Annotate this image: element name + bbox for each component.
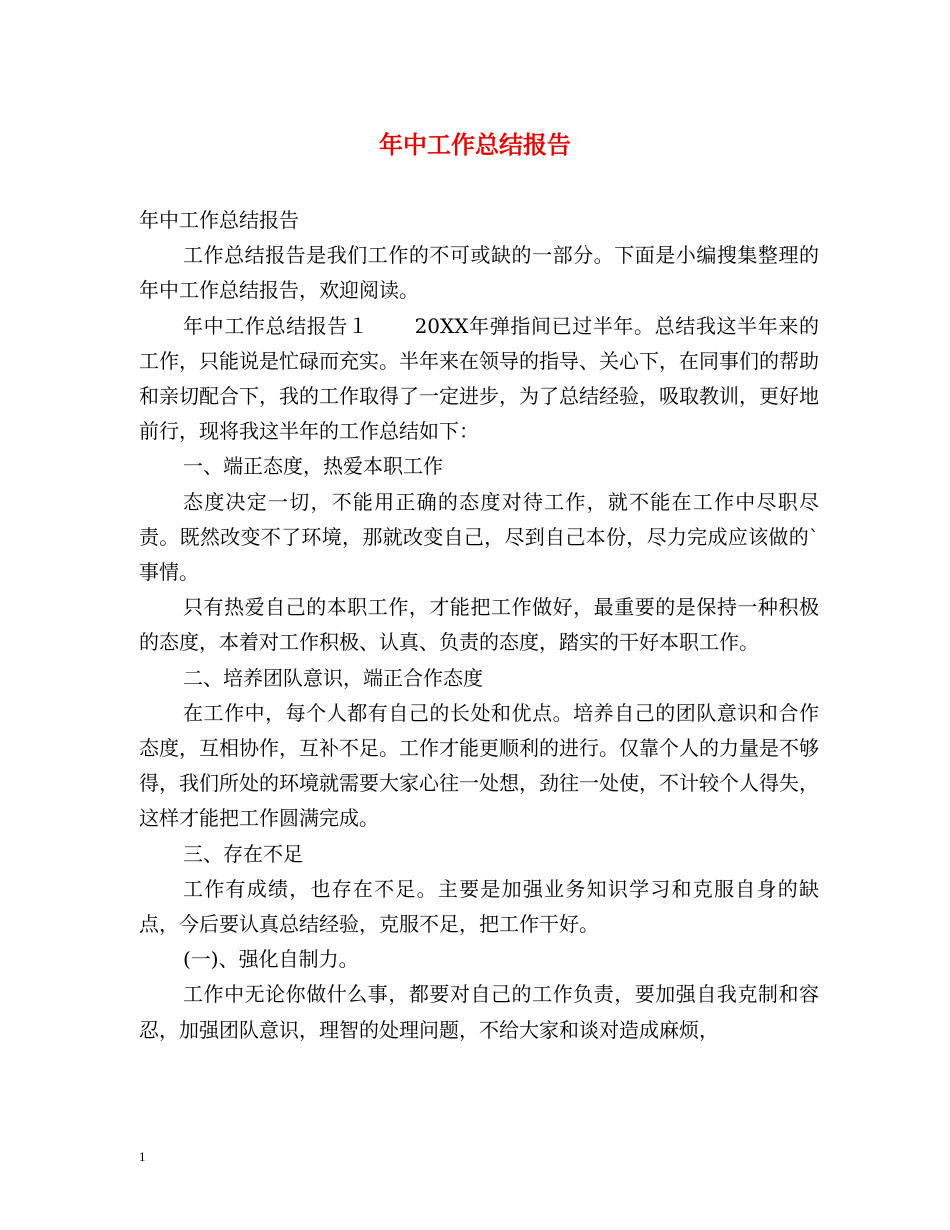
paragraph-self-control: 工作中无论你做什么事，都要对自己的工作负责，要加强自我克制和容忍，加强团队意识，理智的处理问题，不给大家和谈对造成麻烦， [139, 982, 819, 1042]
subsection-heading-1: (一)、强化自制力。 [183, 947, 359, 972]
paragraph-love-work: 只有热爱自己的本职工作，才能把工作做好，最重要的是保持一种积极的态度，本着对工作积极、认真、负责的态度，踏实的干好本职工作。 [139, 595, 819, 655]
paragraph-teamwork: 在工作中，每个人都有自己的长处和优点。培养自己的团队意识和合作态度，互相协作，互补不足。工作才能更顺利的进行。仅靠个人的力量是不够得，我们所处的环境就需要大家心往一处想，劲往一处使，不计较个人得失，这样才能把工作圆满完成。 [139, 700, 819, 831]
section-heading-1: 一、端正态度，热爱本职工作 [183, 454, 443, 479]
paragraph-intro: 工作总结报告是我们工作的不可或缺的一部分。下面是小编搜集整理的年中工作总结报告，欢迎阅读。 [139, 243, 819, 303]
page-number: 1 [139, 1149, 146, 1164]
report-1-label: 年中工作总结报告１ [183, 313, 369, 338]
report-1-text: 20XX年弹指间已过半年。总结我这半年来的工作，只能说是忙碌而充实。半年来在领导的指导、关心下，在同事们的帮助和亲切配合下，我的工作取得了一定进步，为了总结经验，吸取教训，更好地前行，现将我这半年的工作总结如下： [139, 313, 819, 444]
paragraph-heading: 年中工作总结报告 [139, 208, 299, 232]
document-title: 年中工作总结报告 [379, 130, 571, 159]
section-heading-3: 三、存在不足 [183, 841, 303, 866]
section-heading-2: 二、培养团队意识，端正合作态度 [183, 665, 483, 690]
document-body [139, 203, 819, 1048]
paragraph-shortcomings: 工作有成绩，也存在不足。主要是加强业务知识学习和克服自身的缺点，今后要认真总结经验，克服不足，把工作干好。 [139, 876, 819, 937]
paragraph-report-1 [139, 309, 819, 450]
paragraph-attitude: 态度决定一切，不能用正确的态度对待工作，就不能在工作中尽职尽责。既然改变不了环境，那就改变自己，尽到自己本份，尽力完成应该做的`事情。 [139, 489, 819, 585]
